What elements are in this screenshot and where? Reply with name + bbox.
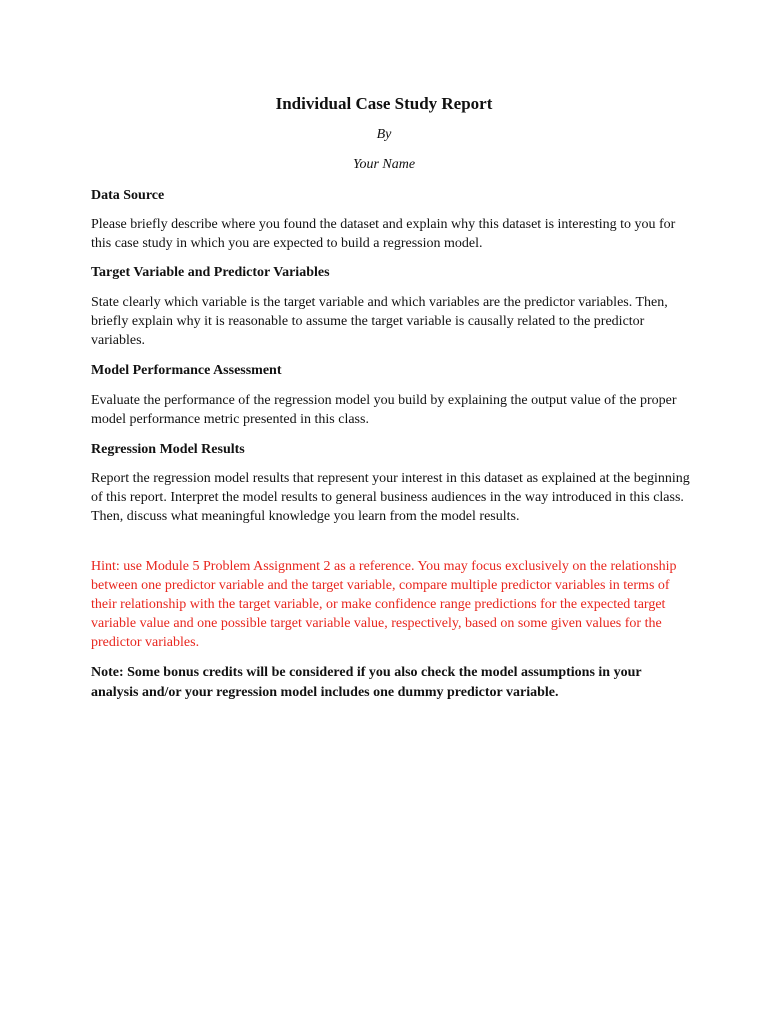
section-body-regression-results: Report the regression model results that represent your interest in this dataset as explained at the beginning of this report. Interpret the model results to general business audiences in the way introduced in this class. Then, discuss what meaningful knowledge you learn from the model results.	[91, 471, 690, 524]
byline: By	[376, 127, 392, 142]
section-body-target-predictor: State clearly which variable is the target variable and which variables are the predictor variables. Then, briefly explain why it is reasonable to assume the target variable is causally related to the predictor variables.	[91, 295, 668, 348]
note-paragraph: Note: Some bonus credits will be considered if you also check the model assumptions in your analysis and/or your regression model includes one dummy predictor variable.	[91, 665, 642, 700]
section-heading-target-predictor: Target Variable and Predictor Variables	[91, 265, 330, 280]
section-heading-regression-results: Regression Model Results	[91, 442, 245, 457]
document-title: Individual Case Study Report	[275, 94, 493, 113]
author-name: Your Name	[352, 157, 416, 172]
section-heading-data-source: Data Source	[91, 188, 165, 203]
section-body-data-source: Please briefly describe where you found the dataset and explain why this dataset is interesting to you for this case study in which you are expected to build a regression model.	[91, 217, 676, 251]
section-body-model-performance: Evaluate the performance of the regression model you build by explaining the output value of the proper model performance metric presented in this class.	[91, 393, 677, 427]
section-heading-model-performance: Model Performance Assessment	[91, 363, 282, 378]
hint-paragraph: Hint: use Module 5 Problem Assignment 2 as a reference. You may focus exclusively on the relationship between one predictor variable and the target variable, compare multiple predictor variables in terms of their relationship with the target variable, or make confidence range predictions for the expected target variable value and one possible target variable value, respectively, based on some given values for the predictor variables.	[91, 559, 677, 650]
